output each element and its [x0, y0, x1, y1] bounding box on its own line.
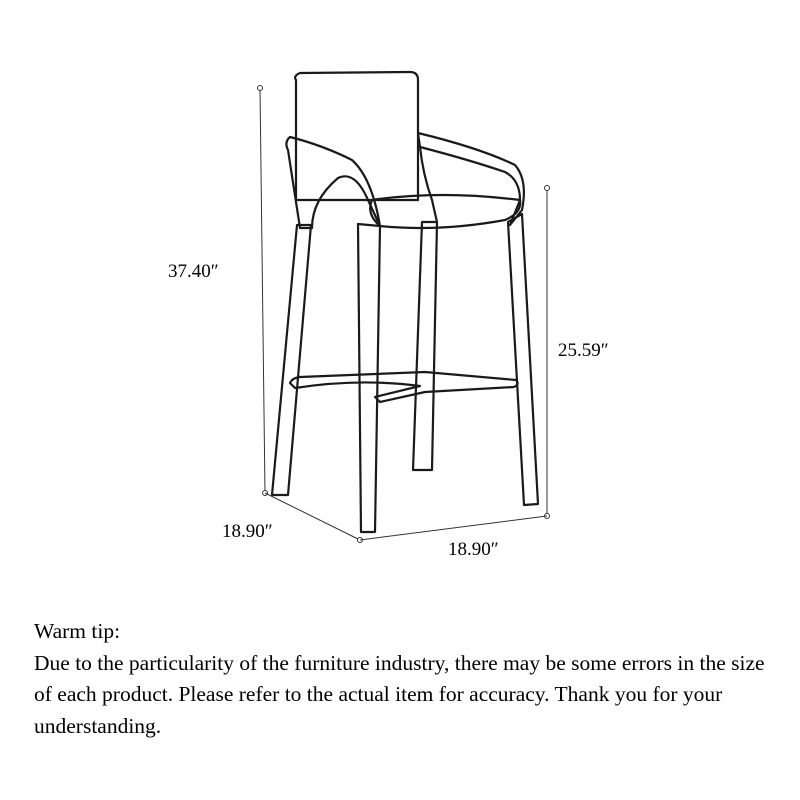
- warm-tip: [34, 616, 774, 742]
- stool-rear-right-leg: [413, 222, 437, 470]
- stool-front-left-leg: [358, 224, 380, 532]
- stool-left-armrest: [286, 137, 380, 228]
- dim-endpoint: [545, 186, 550, 191]
- depth-label: 18.90″: [222, 521, 273, 542]
- width-label: 18.90″: [448, 539, 499, 560]
- stool-front-right-leg: [508, 214, 538, 505]
- warm-tip-body: Due to the particularity of the furniture industry, there may be some errors in the size of each product. Please refer to the actual item for accuracy. Thank you for your understanding.: [34, 650, 765, 738]
- stool-footrest: [290, 372, 518, 402]
- stool-right-armrest-side: [420, 147, 437, 222]
- dim-line-total-height: [260, 88, 265, 493]
- dim-endpoint: [258, 86, 263, 91]
- stool-rear-left-leg: [272, 225, 311, 495]
- seat-height-label: 25.59″: [558, 340, 609, 361]
- dim-line-depth: [265, 493, 360, 540]
- total-height-label: 37.40″: [168, 261, 219, 282]
- warm-tip-heading: Warm tip:: [34, 619, 121, 643]
- dim-line-width: [360, 516, 547, 540]
